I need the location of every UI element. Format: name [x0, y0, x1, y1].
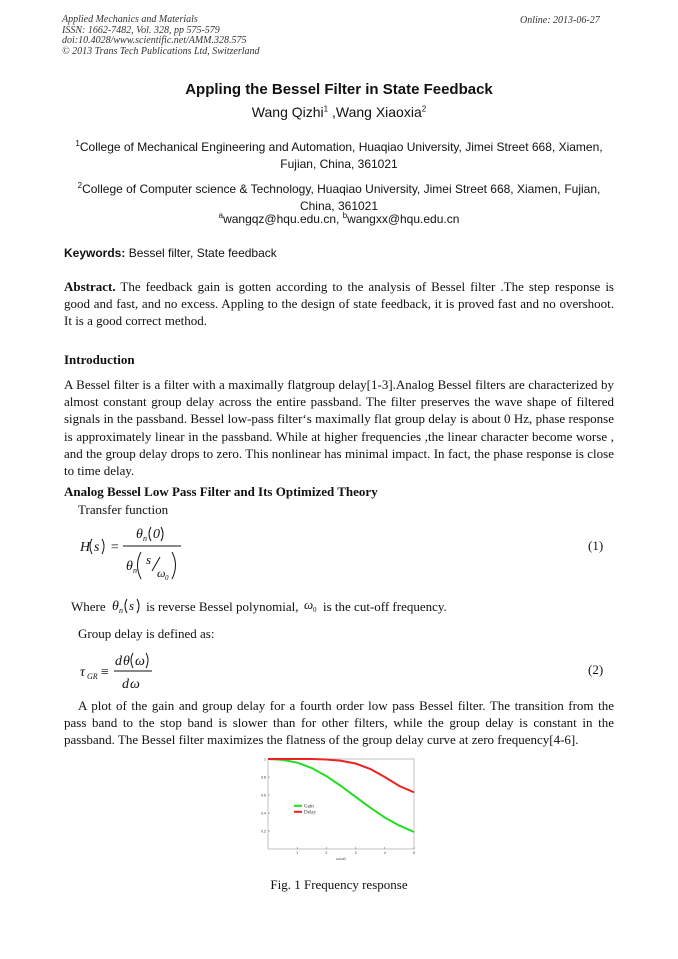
svg-text:θ: θ: [136, 527, 143, 542]
transfer-function-label: Transfer function: [78, 502, 169, 517]
equation-1-svg: [78, 524, 198, 586]
svg-text:n: n: [118, 606, 123, 615]
affiliation-2: [64, 177, 614, 215]
svg-text:θ: θ: [111, 599, 119, 614]
abstract-label: Abstract.: [64, 279, 116, 294]
svg-text:s: s: [128, 598, 134, 613]
y-tick-label: 1: [264, 757, 266, 762]
equation-1-number: (1): [588, 538, 604, 553]
svg-text:n: n: [143, 534, 147, 543]
y-tick-label: 0.8: [261, 775, 266, 780]
author-1-sup: 1: [323, 104, 329, 114]
svg-text:0: 0: [312, 606, 317, 614]
introduction-heading: Introduction: [64, 352, 135, 367]
svg-text:ω: ω: [135, 654, 145, 669]
affiliation-1: [64, 135, 614, 173]
doi-line: doi:10.4028/www.scientific.net/AMM.328.575: [62, 35, 247, 46]
x-axis-label: ω/ω0: [336, 856, 346, 861]
keywords: [64, 246, 277, 260]
y-tick-label: 0.4: [261, 811, 266, 816]
svg-text:0: 0: [153, 527, 160, 542]
series-line-gain: [268, 759, 414, 832]
journal-name: Applied Mechanics and Materials: [62, 14, 198, 25]
omega-0-symbol: [302, 597, 320, 615]
svg-text:d: d: [122, 677, 129, 692]
paper-title: Appling the Bessel Filter in State Feedback: [185, 81, 493, 98]
abstract: [64, 278, 614, 330]
svg-text:GR: GR: [87, 672, 98, 681]
svg-text:θ: θ: [126, 559, 133, 574]
y-tick-label: 0.6: [261, 793, 266, 798]
email-line: [0, 211, 678, 226]
svg-text:θ: θ: [123, 654, 130, 669]
theta-n-symbol: [109, 597, 143, 615]
email-b-sup: b: [342, 211, 348, 220]
equation-2-number: (2): [588, 662, 604, 677]
affiliation-2-sup: 2: [77, 181, 83, 190]
equation-1: [78, 524, 198, 591]
legend-label-gain: Gain: [304, 804, 314, 810]
frequency-response-chart: [262, 753, 422, 865]
svg-text:s: s: [146, 552, 152, 567]
legend-label-delay: Delay: [304, 810, 316, 816]
keywords-text: Bessel filter, State feedback: [125, 246, 277, 260]
svg-text:0: 0: [165, 574, 169, 582]
where-prefix: Where: [71, 599, 109, 614]
svg-text:n: n: [133, 566, 137, 575]
x-tick-label: 1: [296, 851, 299, 855]
where-mid: is reverse Bessel polynomial,: [146, 599, 302, 614]
x-tick-label: 4: [383, 851, 386, 855]
email-a[interactable]: wangqz@hqu.edu.cn,: [223, 212, 343, 226]
journal-header: [62, 15, 260, 57]
equation-2-svg: [78, 651, 178, 693]
x-tick-label: 2: [325, 851, 328, 855]
svg-text:ω: ω: [130, 677, 140, 692]
author-1: Wang Qizhi: [251, 104, 324, 120]
svg-text:d: d: [115, 654, 122, 669]
x-tick-label: 3: [354, 851, 357, 855]
svg-text:ω: ω: [157, 566, 166, 580]
series-line-delay: [268, 759, 414, 792]
affiliation-2-text: College of Computer science & Technology, Huaqiao University, Jimei Street 668, Xiamen, Fujian, China, 361021: [82, 182, 601, 213]
where-suffix: is the cut-off frequency.: [323, 599, 447, 614]
where-line: [71, 597, 447, 615]
figure-caption: Fig. 1 Frequency response: [270, 877, 408, 892]
svg-text:s: s: [94, 540, 100, 555]
affiliation-1-sup: 1: [75, 139, 80, 148]
theory-heading: Analog Bessel Low Pass Filter and Its Optimized Theory: [64, 484, 378, 499]
issn-line: ISSN: 1662-7482, Vol. 328, pp 575-579: [62, 24, 220, 36]
email-b[interactable]: wangxx@hqu.edu.cn: [347, 212, 460, 226]
equation-2: [78, 651, 178, 698]
svg-text:≡: ≡: [100, 665, 110, 680]
copyright-line: © 2013 Trans Tech Publications Ltd, Switzerland: [62, 45, 260, 57]
affiliation-1-text: College of Mechanical Engineering and Automation, Huaqiao University, Jimei Street 668, Xiamen, Fujian, China, 361021: [79, 140, 603, 171]
online-date: Online: 2013-06-27: [520, 15, 600, 26]
y-tick-label: 0.2: [261, 829, 266, 834]
author-line: [0, 104, 678, 120]
introduction-text: A Bessel filter is a filter with a maximally flatgroup delay[1-3].Analog Bessel filters are characterized by almost constant group delay across the entire passband. The filter preserves the wave shape of filtered signals in the passband. Bessel low-pass filter‘s maximally flat group delay is about 0 Hz, phase response is approximately linear in the passband. While at higher frequencies ,the linear character become worse , and the group delay drops to zero. This nonlinear has minimal impact. In fact, the phase response is close to time delay.: [64, 377, 614, 479]
x-tick-label: 5: [413, 851, 415, 855]
author-2: ,Wang Xiaoxia: [328, 104, 422, 120]
svg-text:τ: τ: [80, 665, 86, 680]
svg-text:H: H: [80, 540, 91, 555]
abstract-text: The feedback gain is gotten according to the analysis of Bessel filter .The step response is good and fast, and no excess. Appling to the design of state feedback, it is proved fast and no overshoot. It is a good correct method.: [64, 279, 614, 329]
author-2-sup: 2: [421, 104, 427, 114]
frequency-response-figure: [262, 753, 422, 870]
svg-text:=: =: [110, 540, 120, 555]
group-delay-label: Group delay is defined as:: [78, 626, 215, 641]
plot-paragraph: A plot of the gain and group delay for a fourth order low pass Bessel filter. The transition from the pass band to the stop band is slower than for other filters, while the group delay is constant in the passband. The Bessel filter maximizes the flatness of the group delay curve at zero frequency[4-6].: [64, 698, 614, 748]
plot-frame: [268, 759, 414, 849]
svg-text:ω: ω: [303, 597, 313, 612]
email-a-sup: a: [218, 211, 224, 220]
keywords-label: Keywords:: [64, 246, 126, 260]
